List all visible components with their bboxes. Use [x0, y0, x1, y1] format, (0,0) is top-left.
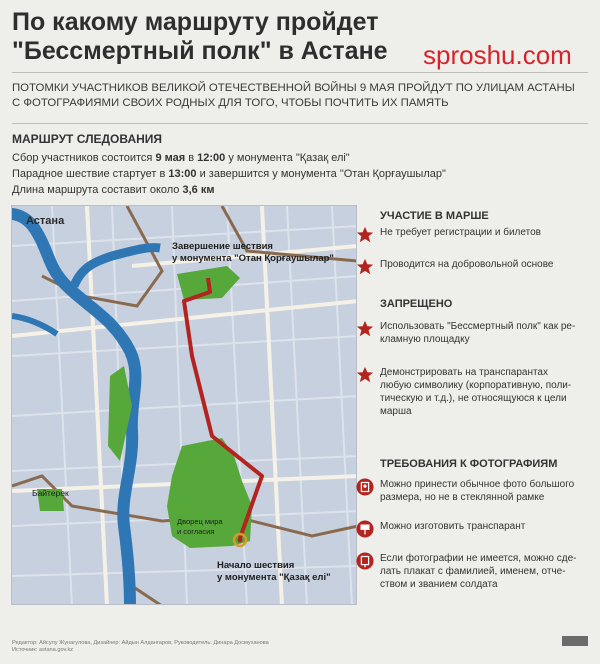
subtitle-line-1: ПОТОМКИ УЧАСТНИКОВ ВЕЛИКОЙ ОТЕЧЕСТВЕННОЙ ВОЙНЫ 9 МАЯ ПРОЙДУТ ПО УЛИЦАМ АСТАНЫ [12, 82, 575, 94]
page-title-line-1: По какому маршруту пройдет [12, 8, 379, 36]
city-label: Астана [26, 215, 65, 227]
banner-icon [356, 520, 374, 538]
end-label-line-1: Завершение шествия [172, 241, 273, 252]
route-parade-line: Парадное шествие стартует в 13:00 и завершится у монумента "Отан Қорғаушылар" [12, 168, 446, 180]
watermark: sproshu.com [423, 40, 572, 70]
divider-middle [12, 123, 588, 124]
route-map[interactable] [11, 205, 357, 605]
route-heading: МАРШРУТ СЛЕДОВАНИЯ [12, 132, 163, 146]
forbidden-heading: ЗАПРЕЩЕНО [380, 298, 453, 310]
photo-frame-icon [356, 478, 374, 496]
end-label-line-2: у монумента "Отан Қорғаушылар" [172, 253, 334, 264]
baiterek-label: Байтерек [32, 488, 69, 498]
page-title [12, 8, 412, 66]
route-gather-line: Сбор участников состоится 9 мая в 12:00 у монумента "Қазақ елі" [12, 152, 350, 164]
start-label-line-1: Начало шествия [217, 560, 295, 571]
subtitle-line-2: С ФОТОГРАФИЯМИ СВОИХ РОДНЫХ ДЛЯ ТОГО, ЧТОБЫ ПОЧТИТЬ ИХ ПАМЯТЬ [12, 97, 449, 109]
divider-top [12, 72, 588, 73]
photo-heading: ТРЕБОВАНИЯ К ФОТОГРАФИЯМ [380, 458, 558, 470]
start-label-line-2: у монумента "Қазақ елі" [217, 572, 331, 583]
subtitle [12, 81, 592, 111]
route-length-line: Длина маршрута составит около 3,6 км [12, 184, 215, 196]
start-marker-dot [238, 538, 243, 543]
poster-icon [356, 552, 374, 570]
palace-label-line-2: и согласия [177, 527, 215, 536]
star-icon [356, 258, 374, 276]
credits-footer: Редактор: Айсулу Жунагулова, Дизайнер: Айдын Алдангаров, Руководитель: Динара Досмуханова Источник: astana.gov.kz [12, 640, 269, 653]
palace-label-line-1: Дворец мира [177, 517, 223, 526]
page-title-line-2: "Бессмертный полк" в Астане [12, 37, 388, 65]
publisher-logo [562, 636, 588, 646]
route-map-svg [12, 206, 357, 605]
participation-heading: УЧАСТИЕ В МАРШЕ [380, 210, 489, 222]
star-icon [356, 320, 374, 338]
star-icon [356, 366, 374, 384]
star-icon [356, 226, 374, 244]
